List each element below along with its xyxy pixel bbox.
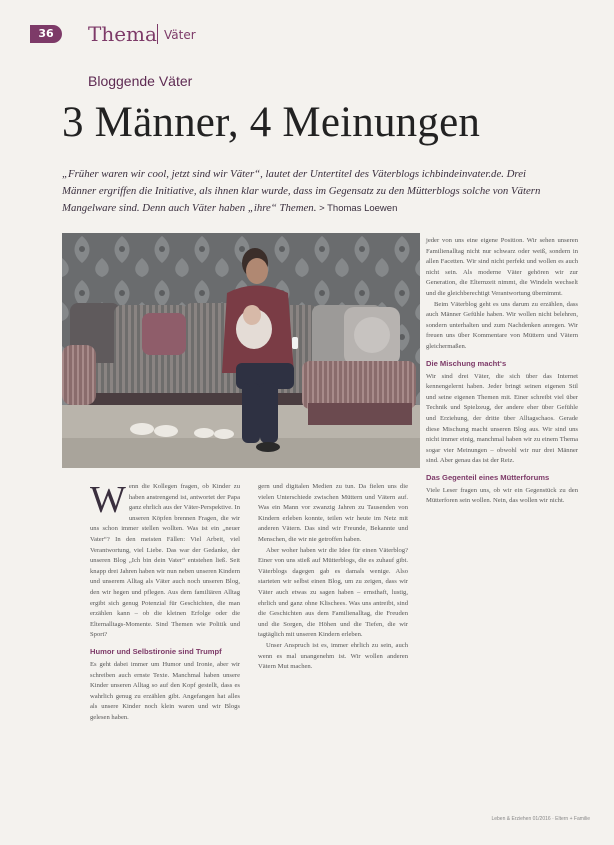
article-photo	[62, 233, 420, 468]
article-kicker: Bloggende Väter	[88, 73, 193, 89]
subsection-title: Väter	[164, 28, 196, 42]
father-with-baby-on-sofa-image	[62, 233, 420, 468]
intro-author: > Thomas Loewen	[319, 203, 398, 214]
column-3-subheading-2: Das Gegenteil eines Mütterforums	[426, 472, 550, 482]
page-number-badge: 36	[30, 25, 62, 43]
drop-cap: W	[90, 479, 126, 521]
column-3-paragraph-2: Beim Väterblog geht es uns darum zu erzählen, dass auch Männer Gefühle haben. Wir wollen nicht belehren, sondern unterhalten und zum Nachdenken anregen. Wir freuen uns über Kommentare von Müttern und Vätern gleichermaßen.	[426, 300, 578, 350]
intro-text: „Früher waren wir cool, jetzt sind wir Väter“, lautet der Untertitel des Väterblogs ichbindeinvater.de. Drei Männer ergriffen die Initiative, als ihnen klar wurde, dass im Gegensatz zu den Mütterblogs solche von Vätern Mangelware sind. Denn auch Väter haben „ihre“ Themen.	[62, 168, 541, 214]
column-3-paragraph-4: Viele Leser fragen uns, ob wir ein Gegenstück zu den Mütterforen sein wollen. Nein, das wollen wir nicht.	[426, 486, 578, 505]
article-headline: 3 Männer, 4 Meinungen	[62, 99, 481, 146]
column-3-paragraph-1: jeder von uns eine eigene Position. Wir sehen unseren Familienalltag nicht nur schwarz oder weiß, sondern in allen Facetten. Wir sind nicht perfekt und wollen es auch nicht sein. Als moderne Väter gehören wir zur Generation, die Elternzeit nimmt, die Windeln wechselt und die gleichberechtigt Verantwortung übernimmt.	[426, 237, 578, 297]
section-divider	[157, 24, 158, 44]
column-2-paragraph-2: Aber woher haben wir die Idee für einen Väterblog? Einer von uns stieß auf Mütterblogs, die es zuhauf gibt. Väterblogs dagegen gab es damals wenige. Also starteten wir selbst einen Blog, um zu zeigen, dass wir Väter auch etwas zu sagen haben – ernsthaft, lustig, ehrlich und ganz ohne Klischees. Was uns antreibt, sind die Geschichten aus dem Familienalltag, die Freuden und die Sorgen, die Höhen und die Tiefen, die wir tagtäglich mit unseren Kindern erleben.	[258, 546, 408, 639]
column-3-paragraph-3: Wir sind drei Väter, die sich über das Internet kennengelernt haben. Jeder bringt seinen eigenen Stil und seine eigenen Themen mit. Einer schreibt viel über Technik und Spielzeug, der andere eher über Gefühle und Erziehung, der dritte über Alltagschaos. Gerade diese Mischung macht unseren Blog aus. Wir sind uns nicht immer einig, manchmal haben wir zu einem Thema sogar vier Meinungen – obwohl wir nur drei Männer sind. Aber genau das ist der Reiz.	[426, 372, 578, 465]
article-intro	[62, 166, 562, 217]
article-column-2	[258, 482, 408, 673]
column-1-paragraph-1: Wenn die Kollegen fragen, ob Kinder zu haben anstrengend ist, antwortet der Papa ganz ehrlich aus der Väter-Perspektive. In unseren Köpfen brennen Fragen, die wir uns schon immer stellen wollten. Was ist ein „neuer Vater“? In den meisten Fällen: Viel Arbeit, viel Verantwortung, viel Liebe. Das war der Gedanke, der unseren Blog „Ich bin dein Vater“ entstehen ließ. Seit knapp drei Jahren haben wir nun neben unseren Kindern und unserem Alltag als Väter auch noch unseren Blog, den wir hegen und pflegen. Aus dem familiären Alltag ergibt sich genug Potenzial für Geschichten, die man erzählen kann – ob die kleinen Erfolge oder die Elternalltags-Momente. Sind Themen wie Politik und Sport?	[90, 479, 240, 639]
article-column-1	[90, 479, 240, 723]
section-title: Thema	[88, 22, 157, 46]
page-footer: Leben & Erziehen 01/2016 · Eltern + Familie	[491, 816, 590, 822]
column-1-subheading: Humor und Selbstironie sind Trumpf	[90, 646, 222, 656]
column-2-paragraph-3: Unser Anspruch ist es, immer ehrlich zu sein, auch wenn es mal unangenehm ist. Wir wollen anderen Vätern Mut machen.	[258, 641, 408, 671]
column-2-paragraph-1: gern und digitalen Medien zu tun. Da fielen uns die vielen Unterschiede zwischen Müttern und Vätern auf. Was ein Mann vor zwanzig Jahren zu Tausenden von Kindern erleben konnte, teilen wir heute im Netz mit anderen Vätern. Das sind wir Freunde, Bekannte und Menschen, die wir nie getroffen haben.	[258, 483, 408, 543]
column-1-paragraph-2: Es geht dabei immer um Humor und Ironie, aber wir schreiben auch ernste Texte. Manchmal haben unsere Kinder unseren Alltag so auf den Kopf gestellt, dass es wahrlich genug zu erzählen gibt. Angefangen hat alles als unsere Kinder noch klein waren und wir Blogs gelesen haben.	[90, 660, 240, 721]
column-3-subheading-1: Die Mischung macht‘s	[426, 358, 507, 368]
article-column-3	[426, 236, 578, 507]
